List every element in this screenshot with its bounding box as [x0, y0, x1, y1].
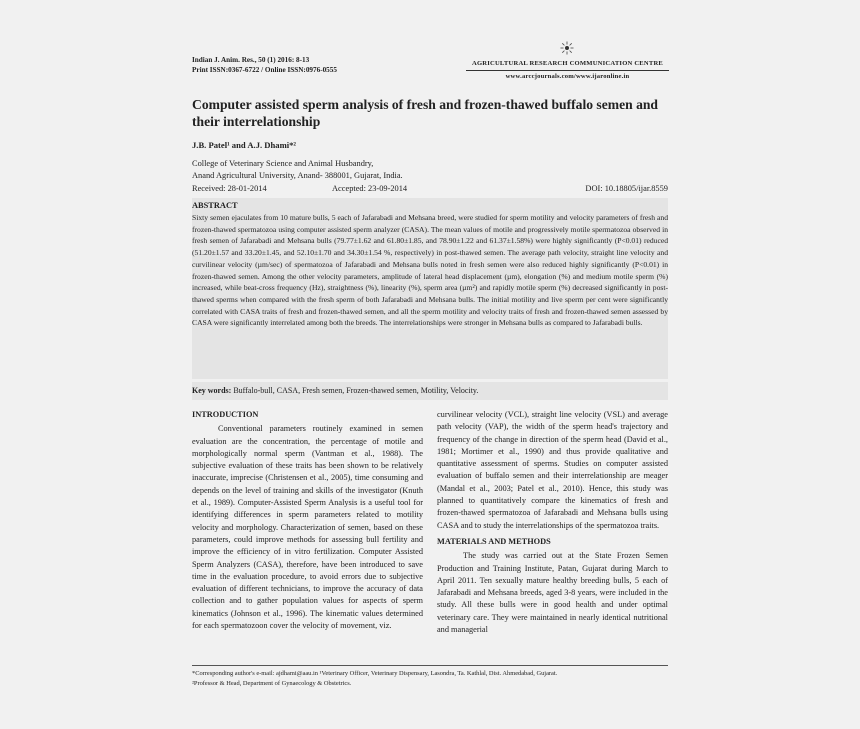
publisher-name: AGRICULTURAL RESEARCH COMMUNICATION CENTRE: [471, 60, 664, 67]
article-doi[interactable]: DOI: 10.18805/ijar.8559: [585, 184, 668, 193]
article-authors: J.B. Patel¹ and A.J. Dhami*²: [192, 140, 296, 150]
footnote-2: ²Professor & Head, Department of Gynaecology & Obstetrics.: [192, 679, 352, 687]
right-column: [437, 409, 668, 636]
introduction-heading: INTRODUCTION: [192, 410, 259, 419]
footnotes: [192, 669, 668, 688]
left-column: [192, 409, 423, 632]
received-date: Received: 28-01-2014: [192, 184, 267, 193]
abstract-box: [192, 198, 668, 379]
introduction-paragraph-1: Conventional parameters routinely examined in semen evaluation are the concentration, the percentage of motile and morphologically normal sperm (Vantman et al., 1988). The subjective evaluation of these traits has been shown to be relatively inaccurate, imprecise (Christensen et al., 2005), time consuming and depends on the level of training and skills of the investigator (Knuth et al., 1989). Computer-Assisted Sperm Analysis is a useful tool for identifying differences in sperm parameters related to motility velocity and morphology. Characterization of semen, based on these parameters, could improve methods for assessing bull fertility and improve the efficiency of in vitro fertilization. Computer Assisted Sperm Analyzers (CASA), therefore, have been introduced to save time in the evaluation procedure, to avoid errors due to subjective evaluation of different technicians, to improve the accuracy of data collection and to gather population values for aspects of sperm kinematics (Johnson et al., 1996). The kinematic values determined for each spermatozoon cover the velocity of movement, viz.: [192, 424, 423, 631]
abstract-text: Sixty semen ejaculates from 10 mature bulls, 5 each of Jafarabadi and Mehsana breed, were studied for sperm motility and velocity parameters of fresh and frozen-thawed spermatozoa using computer assisted sperm analyzer (CASA). The mean values of motile and progressively motile spermatozoa observed in fresh semen of Jafarabadi and Mehsana bulls (79.77±1.62 and 61.80±1.85, and 78.90±1.22 and 61.37±1.58%) were highly significantly (P<0.01) reduced (51.20±1.57 and 33.20±1.45, and 52.10±1.70 and 34.30±1.54 %, respectively) in post-thawed semen. The average path velocity, straight line velocity and curvilinear velocity (µm/sec) of spermatozoa of Jafarabadi and Mehsana bulls noted in fresh semen were also reduced highly significantly (P<0.01) in frozen-thawed semen. Among the other velocity parameters, amplitude of lateral head displacement (µm), elongation (%) and medium motile sperm (%) increased, while beat-cross frequency (Hz), straightness (%), linearity (%), sperm area (µm²) and rapidly motile sperm (%) decreased significantly in post-thawed sperms when compared with the fresh sperm of both Jafarabadi and Mehsana bulls. The initial motility and live sperm per cent were significantly correlated with CASA traits of fresh and frozen-thawed semen, and all the sperm motility and velocity traits of fresh and frozen-thawed semen assessed by CASA were significantly interrelated among both the breeds. The interrelationships were stronger in Mehsana bulls as compared to Jafarabadi bulls.: [192, 213, 668, 328]
methods-paragraph-1: The study was carried out at the State Frozen Semen Production and Training Institute, Patan, Gujarat during March to April 2011. Ten sexually mature healthy breeding bulls, 5 each of Jafarabadi and Mehsana breeds, aged 3-8 years, were included in the study. All these bulls were in good health and under optimal veterinary care. They were maintained in nearly identical nutritional and managerial: [437, 551, 668, 635]
footnote-1: *Corresponding author's e-mail: ajdhami@aau.in ¹Veterinary Officer, Veterinary Dispensary, Lasondra, Ta. Kathlal, Dist. Ahmedabad, Gujarat.: [192, 670, 558, 677]
article-title: Computer assisted sperm analysis of fresh and frozen-thawed buffalo semen and their interrelationship: [192, 97, 658, 129]
methods-heading: MATERIALS AND METHODS: [437, 536, 551, 546]
journal-citation: [192, 55, 337, 75]
keywords-text: Buffalo-bull, CASA, Fresh semen, Frozen-thawed semen, Motility, Velocity.: [233, 386, 479, 395]
abstract-heading: ABSTRACT: [192, 201, 238, 210]
keywords-box: [192, 382, 668, 400]
publisher-website[interactable]: www.arccjournals.com/www.ijaronline.in: [505, 73, 630, 80]
author-affiliation: [192, 158, 403, 182]
journal-reference: Indian J. Anim. Res., 50 (1) 2016: 8-13: [192, 56, 310, 64]
affiliation-line-1: College of Veterinary Science and Animal Husbandry,: [192, 159, 374, 168]
header-divider: [466, 70, 669, 71]
keywords-label: Key words:: [192, 386, 232, 395]
affiliation-line-2: Anand Agricultural University, Anand- 388001, Gujarat, India.: [192, 171, 403, 180]
introduction-paragraph-2: curvilinear velocity (VCL), straight line velocity (VSL) and average path velocity (VAP), the width of the sperm head's trajectory and frequency of the change in direction of the sperm head (David et al., 1981; Mortimer et al., 1990) and thus provide qualitative and quantitative assessment of sperms. Studies on computer assisted evaluation of buffalo semen and their interrelationship are meager (Mandal et al., 2003; Patel et al., 2010). Hence, this study was planned to quantitatively compare the kinematics of fresh and frozen-thawed spermatozoa of Jafarabadi and Mehsana bulls using CASA and to study the interrelationships of the spermatozoa traits.: [437, 410, 668, 530]
arcc-logo-icon: [560, 41, 574, 55]
journal-issn: Print ISSN:0367-6722 / Online ISSN:0976-0555: [192, 66, 337, 74]
footnote-divider: [192, 665, 668, 666]
accepted-date: Accepted: 23-09-2014: [332, 184, 408, 193]
